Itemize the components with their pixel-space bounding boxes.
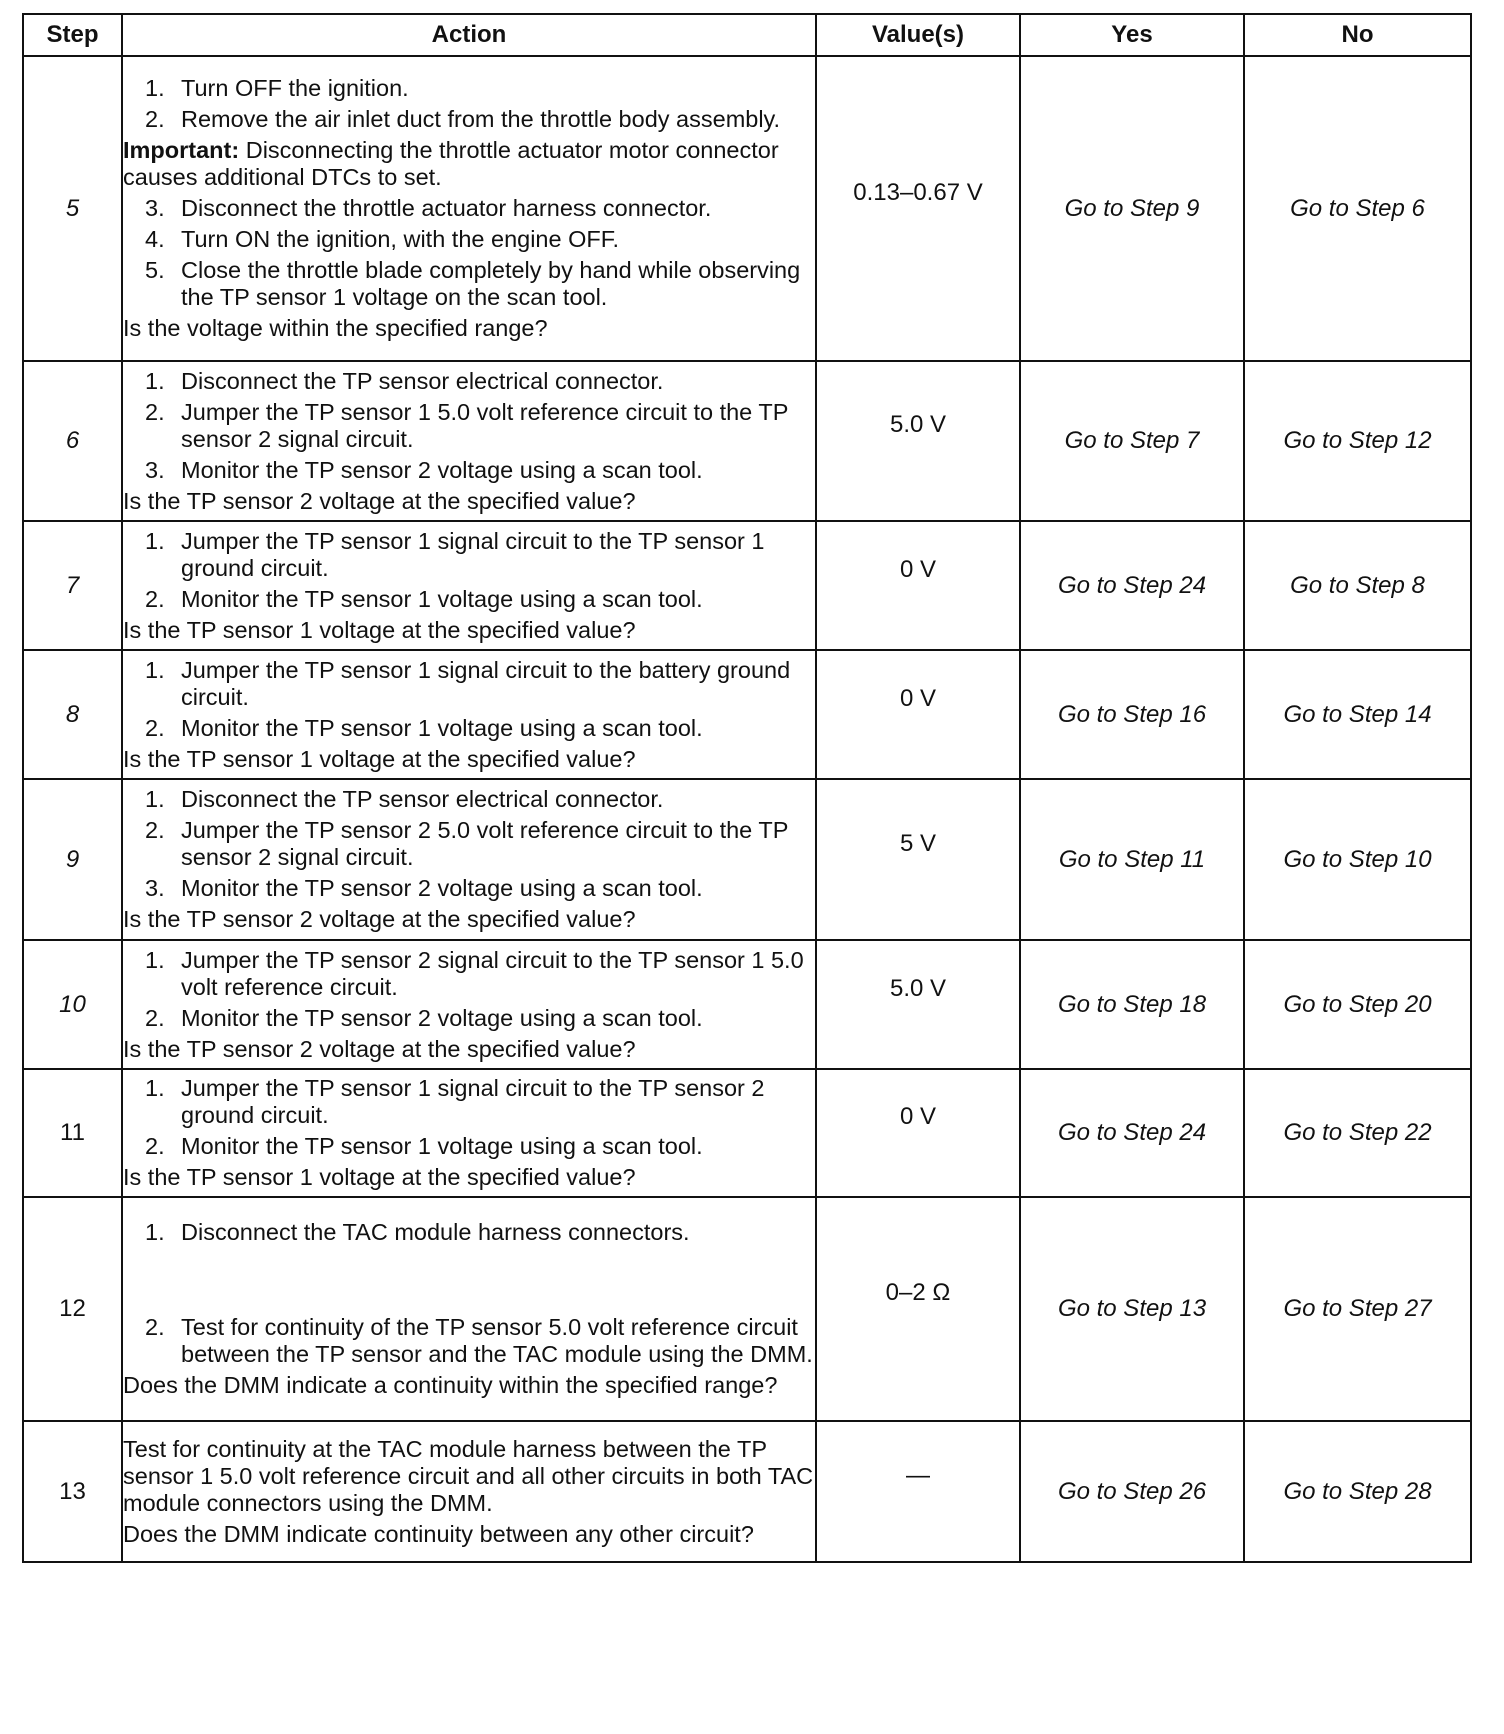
list-item: 1. Jumper the TP sensor 1 signal circuit to the TP sensor 1 ground circuit.: [145, 527, 765, 581]
no-cell: Go to Step 27: [1244, 1197, 1471, 1421]
step-number: 8: [23, 650, 122, 779]
list-item: 2. Test for continuity of the TP sensor 5.0 volt reference circuit between the TP sensor and the TAC module using the DMM.: [145, 1314, 813, 1367]
value-cell: [816, 650, 1020, 779]
table-row: [23, 361, 1471, 521]
step-number: 6: [23, 361, 122, 521]
header-action: Action: [122, 14, 816, 56]
action-cell: [122, 361, 816, 521]
header-values: Value(s): [816, 14, 1020, 56]
value-text: 0.13–0.67 V: [853, 178, 983, 206]
list-item: 1. Turn OFF the ignition.: [145, 75, 409, 101]
value-cell: [816, 1421, 1020, 1562]
list-item: 1. Disconnect the TP sensor electrical connector.: [145, 786, 664, 812]
list-item: 1. Disconnect the TAC module harness connectors.: [145, 1219, 690, 1245]
table-row: [23, 650, 1471, 779]
step-number: 13: [23, 1421, 122, 1562]
list-item: 2. Jumper the TP sensor 1 5.0 volt reference circuit to the TP sensor 2 signal circuit.: [145, 398, 788, 452]
list-item: 1. Jumper the TP sensor 1 signal circuit to the battery ground circuit.: [145, 656, 791, 710]
no-cell: Go to Step 20: [1244, 940, 1471, 1069]
value-text: 0 V: [899, 684, 937, 712]
action-cell: [122, 1069, 816, 1197]
action-cell: [122, 779, 816, 940]
value-cell: [816, 521, 1020, 650]
list-item: 3. Monitor the TP sensor 2 voltage using a scan tool.: [145, 875, 703, 901]
no-cell: Go to Step 10: [1244, 779, 1471, 940]
no-cell: Go to Step 6: [1244, 56, 1471, 361]
value-text: —: [906, 1461, 930, 1489]
action-cell: [122, 1421, 816, 1562]
question-text: Is the voltage within the specified range?: [123, 315, 548, 341]
diagnostic-table: [22, 13, 1472, 1563]
question-text: Does the DMM indicate continuity between any other circuit?: [123, 1520, 754, 1547]
no-cell: Go to Step 8: [1244, 521, 1471, 650]
action-cell: [122, 56, 816, 361]
action-cell: [122, 650, 816, 779]
list-item: 2. Monitor the TP sensor 1 voltage using a scan tool.: [145, 1133, 703, 1159]
no-cell: Go to Step 14: [1244, 650, 1471, 779]
value-text: 5.0 V: [889, 974, 947, 1002]
table-row: [23, 56, 1471, 361]
question-text: Is the TP sensor 2 voltage at the specified value?: [123, 1035, 636, 1062]
step-number: 9: [23, 779, 122, 940]
value-cell: [816, 940, 1020, 1069]
value-cell: [816, 361, 1020, 521]
list-item: 3. Disconnect the throttle actuator harness connector.: [145, 195, 712, 221]
list-item: 4. Turn ON the ignition, with the engine OFF.: [145, 226, 620, 252]
table-row: [23, 521, 1471, 650]
no-cell: Go to Step 28: [1244, 1421, 1471, 1562]
yes-cell: Go to Step 24: [1020, 1069, 1244, 1197]
action-cell: [122, 1197, 816, 1421]
list-item: 1. Disconnect the TP sensor electrical connector.: [145, 367, 664, 394]
table-row: [23, 1069, 1471, 1197]
yes-cell: Go to Step 24: [1020, 521, 1244, 650]
table-row: [23, 940, 1471, 1069]
step-number: 7: [23, 521, 122, 650]
list-item: 1. Jumper the TP sensor 2 signal circuit to the TP sensor 1 5.0 volt reference circuit.: [145, 946, 804, 1000]
list-item: 5. Close the throttle blade completely by hand while observing the TP sensor 1 voltage on the scan tool.: [145, 257, 801, 310]
yes-cell: Go to Step 13: [1020, 1197, 1244, 1421]
yes-cell: Go to Step 7: [1020, 361, 1244, 521]
step-number: 11: [23, 1069, 122, 1197]
action-cell: [122, 940, 816, 1069]
header-no: No: [1244, 14, 1471, 56]
value-text: 0 V: [899, 555, 937, 583]
question-text: Is the TP sensor 1 voltage at the specified value?: [123, 745, 636, 772]
step-number: 5: [23, 56, 122, 361]
yes-cell: Go to Step 9: [1020, 56, 1244, 361]
value-cell: [816, 56, 1020, 361]
yes-cell: Go to Step 18: [1020, 940, 1244, 1069]
table-row: [23, 1197, 1471, 1421]
list-item: 2. Remove the air inlet duct from the throttle body assembly.: [145, 106, 781, 132]
list-item: 2. Monitor the TP sensor 1 voltage using a scan tool.: [145, 585, 703, 612]
question-text: Is the TP sensor 1 voltage at the specified value?: [123, 616, 636, 643]
list-item: 2. Jumper the TP sensor 2 5.0 volt reference circuit to the TP sensor 2 signal circuit.: [145, 817, 788, 870]
yes-cell: Go to Step 16: [1020, 650, 1244, 779]
intro-text: Test for continuity at the TAC module harness between the TP sensor 1 5.0 volt reference circuit and all other circuits in both TAC module connectors using the DMM.: [123, 1435, 814, 1516]
value-cell: [816, 1197, 1020, 1421]
yes-cell: Go to Step 11: [1020, 779, 1244, 940]
value-text: 5 V: [899, 829, 937, 857]
question-text: Is the TP sensor 1 voltage at the specified value?: [123, 1164, 636, 1190]
value-cell: [816, 779, 1020, 940]
value-text: 5.0 V: [889, 411, 947, 438]
no-cell: Go to Step 12: [1244, 361, 1471, 521]
value-text: 0–2 Ω: [885, 1279, 951, 1306]
step-number: 12: [23, 1197, 122, 1421]
action-cell: [122, 521, 816, 650]
spacer: [123, 1250, 815, 1310]
important-note: Important: Disconnecting the throttle actuator motor connector causes additional DTCs to set.: [123, 137, 779, 190]
no-cell: Go to Step 22: [1244, 1069, 1471, 1197]
value-cell: [816, 1069, 1020, 1197]
question-text: Does the DMM indicate a continuity within the specified range?: [123, 1372, 778, 1398]
step-number: 10: [23, 940, 122, 1069]
question-text: Is the TP sensor 2 voltage at the specified value?: [123, 487, 636, 514]
list-item: 2. Monitor the TP sensor 1 voltage using a scan tool.: [145, 714, 703, 741]
yes-cell: Go to Step 26: [1020, 1421, 1244, 1562]
table-row: [23, 1421, 1471, 1562]
question-text: Is the TP sensor 2 voltage at the specified value?: [123, 906, 636, 932]
list-item: 3. Monitor the TP sensor 2 voltage using a scan tool.: [145, 456, 703, 483]
header-step: Step: [23, 14, 122, 56]
value-text: 0 V: [899, 1103, 937, 1130]
table-row: [23, 779, 1471, 940]
header-row: [23, 14, 1471, 56]
list-item: 2. Monitor the TP sensor 2 voltage using a scan tool.: [145, 1004, 703, 1031]
list-item: 1. Jumper the TP sensor 1 signal circuit to the TP sensor 2 ground circuit.: [145, 1075, 765, 1128]
header-yes: Yes: [1020, 14, 1244, 56]
